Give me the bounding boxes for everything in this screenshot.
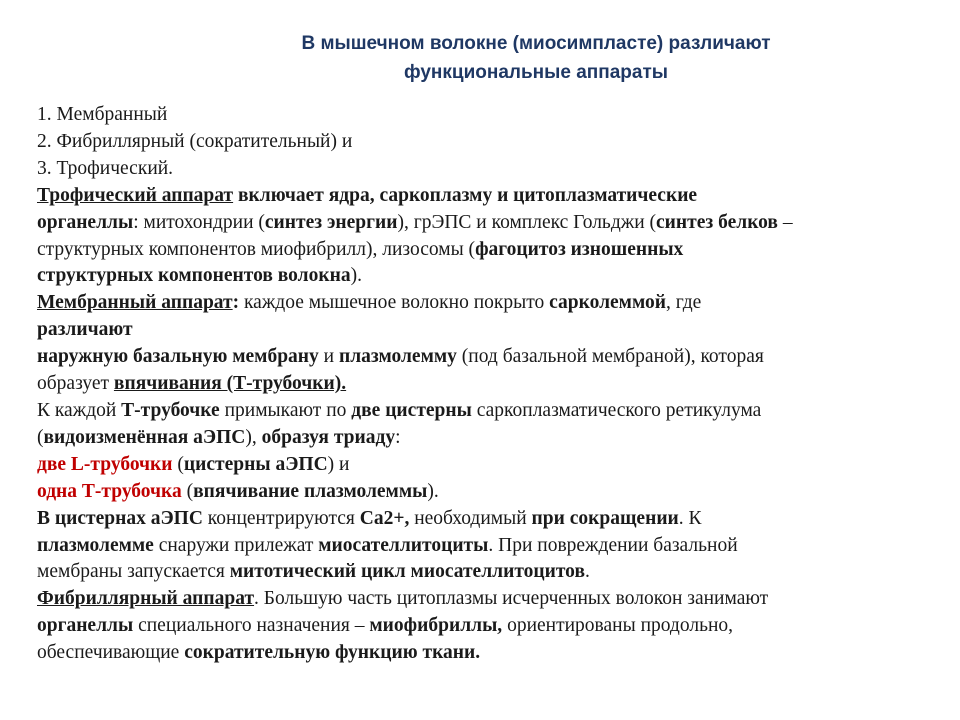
membrane-line-2: различают — [37, 319, 133, 341]
membrane-line-5: К каждой Т-трубочке примыкают по две цистерны саркоплазматического ретикулума — [37, 399, 762, 421]
calcium-line-2: плазмолемме снаружи прилежат миосателлитоциты. При повреждении базальной — [37, 534, 738, 556]
list-item-trophic: 3. Трофический. — [37, 157, 174, 179]
fibrillar-line-3: обеспечивающие сократительную функцию ткани. — [37, 642, 481, 664]
list-item-fibrillar: 2. Фибриллярный (сократительный) и — [37, 130, 353, 152]
membrane-line-1: Мембранный аппарат: каждое мышечное волокно покрыто сарколеммой, где — [37, 292, 702, 314]
slide-title — [150, 29, 922, 87]
membrane-line-8: одна Т-трубочка (впячивание плазмолеммы). — [37, 480, 439, 502]
trophic-line-1: Трофический аппарат включает ядра, саркоплазму и цитоплазматические — [37, 184, 698, 206]
membrane-line-7: две L-трубочки (цистерны аЭПС) и — [37, 453, 350, 475]
trophic-heading: Трофический аппарат — [37, 184, 234, 206]
trophic-line-4: структурных компонентов волокна). — [37, 265, 362, 287]
slide-title-line-2: функциональные аппараты — [403, 62, 669, 83]
fibrillar-heading: Фибриллярный аппарат — [37, 588, 255, 610]
calcium-line-1: В цистернах аЭПС концентрируются Са2+, необходимый при сокращении. К — [37, 507, 702, 529]
t-tubule-label: одна Т-трубочка — [37, 480, 182, 502]
list-item-membrane: 1. Мембранный — [37, 104, 168, 125]
membrane-heading: Мембранный аппарат — [37, 292, 233, 314]
calcium-line-3: мембраны запускается митотический цикл миосателлитоцитов. — [37, 561, 590, 583]
membrane-line-6: (видоизменённая аЭПС), образуя триаду: — [37, 426, 401, 448]
membrane-line-3: наружную базальную мембрану и плазмолемму (под базальной мембраной), которая — [37, 346, 764, 368]
fibrillar-line-1: Фибриллярный аппарат. Большую часть цитоплазмы исчерченных волокон занимают — [37, 588, 769, 610]
l-tubules-label: две L-трубочки — [37, 453, 173, 475]
membrane-line-4: образует впячивания (Т-трубочки). — [37, 373, 347, 395]
trophic-line-3: структурных компонентов миофибрилл), лизосомы (фагоцитоз изношенных — [37, 238, 684, 260]
trophic-line-2: органеллы: митохондрии (синтез энергии), грЭПС и комплекс Гольджи (синтез белков – — [37, 211, 793, 233]
fibrillar-line-2: органеллы специального назначения – миофибриллы, ориентированы продольно, — [37, 615, 734, 637]
slide-title-line-1: В мышечном волокне (миосимпласте) различают — [301, 33, 771, 54]
slide-body — [37, 102, 937, 667]
